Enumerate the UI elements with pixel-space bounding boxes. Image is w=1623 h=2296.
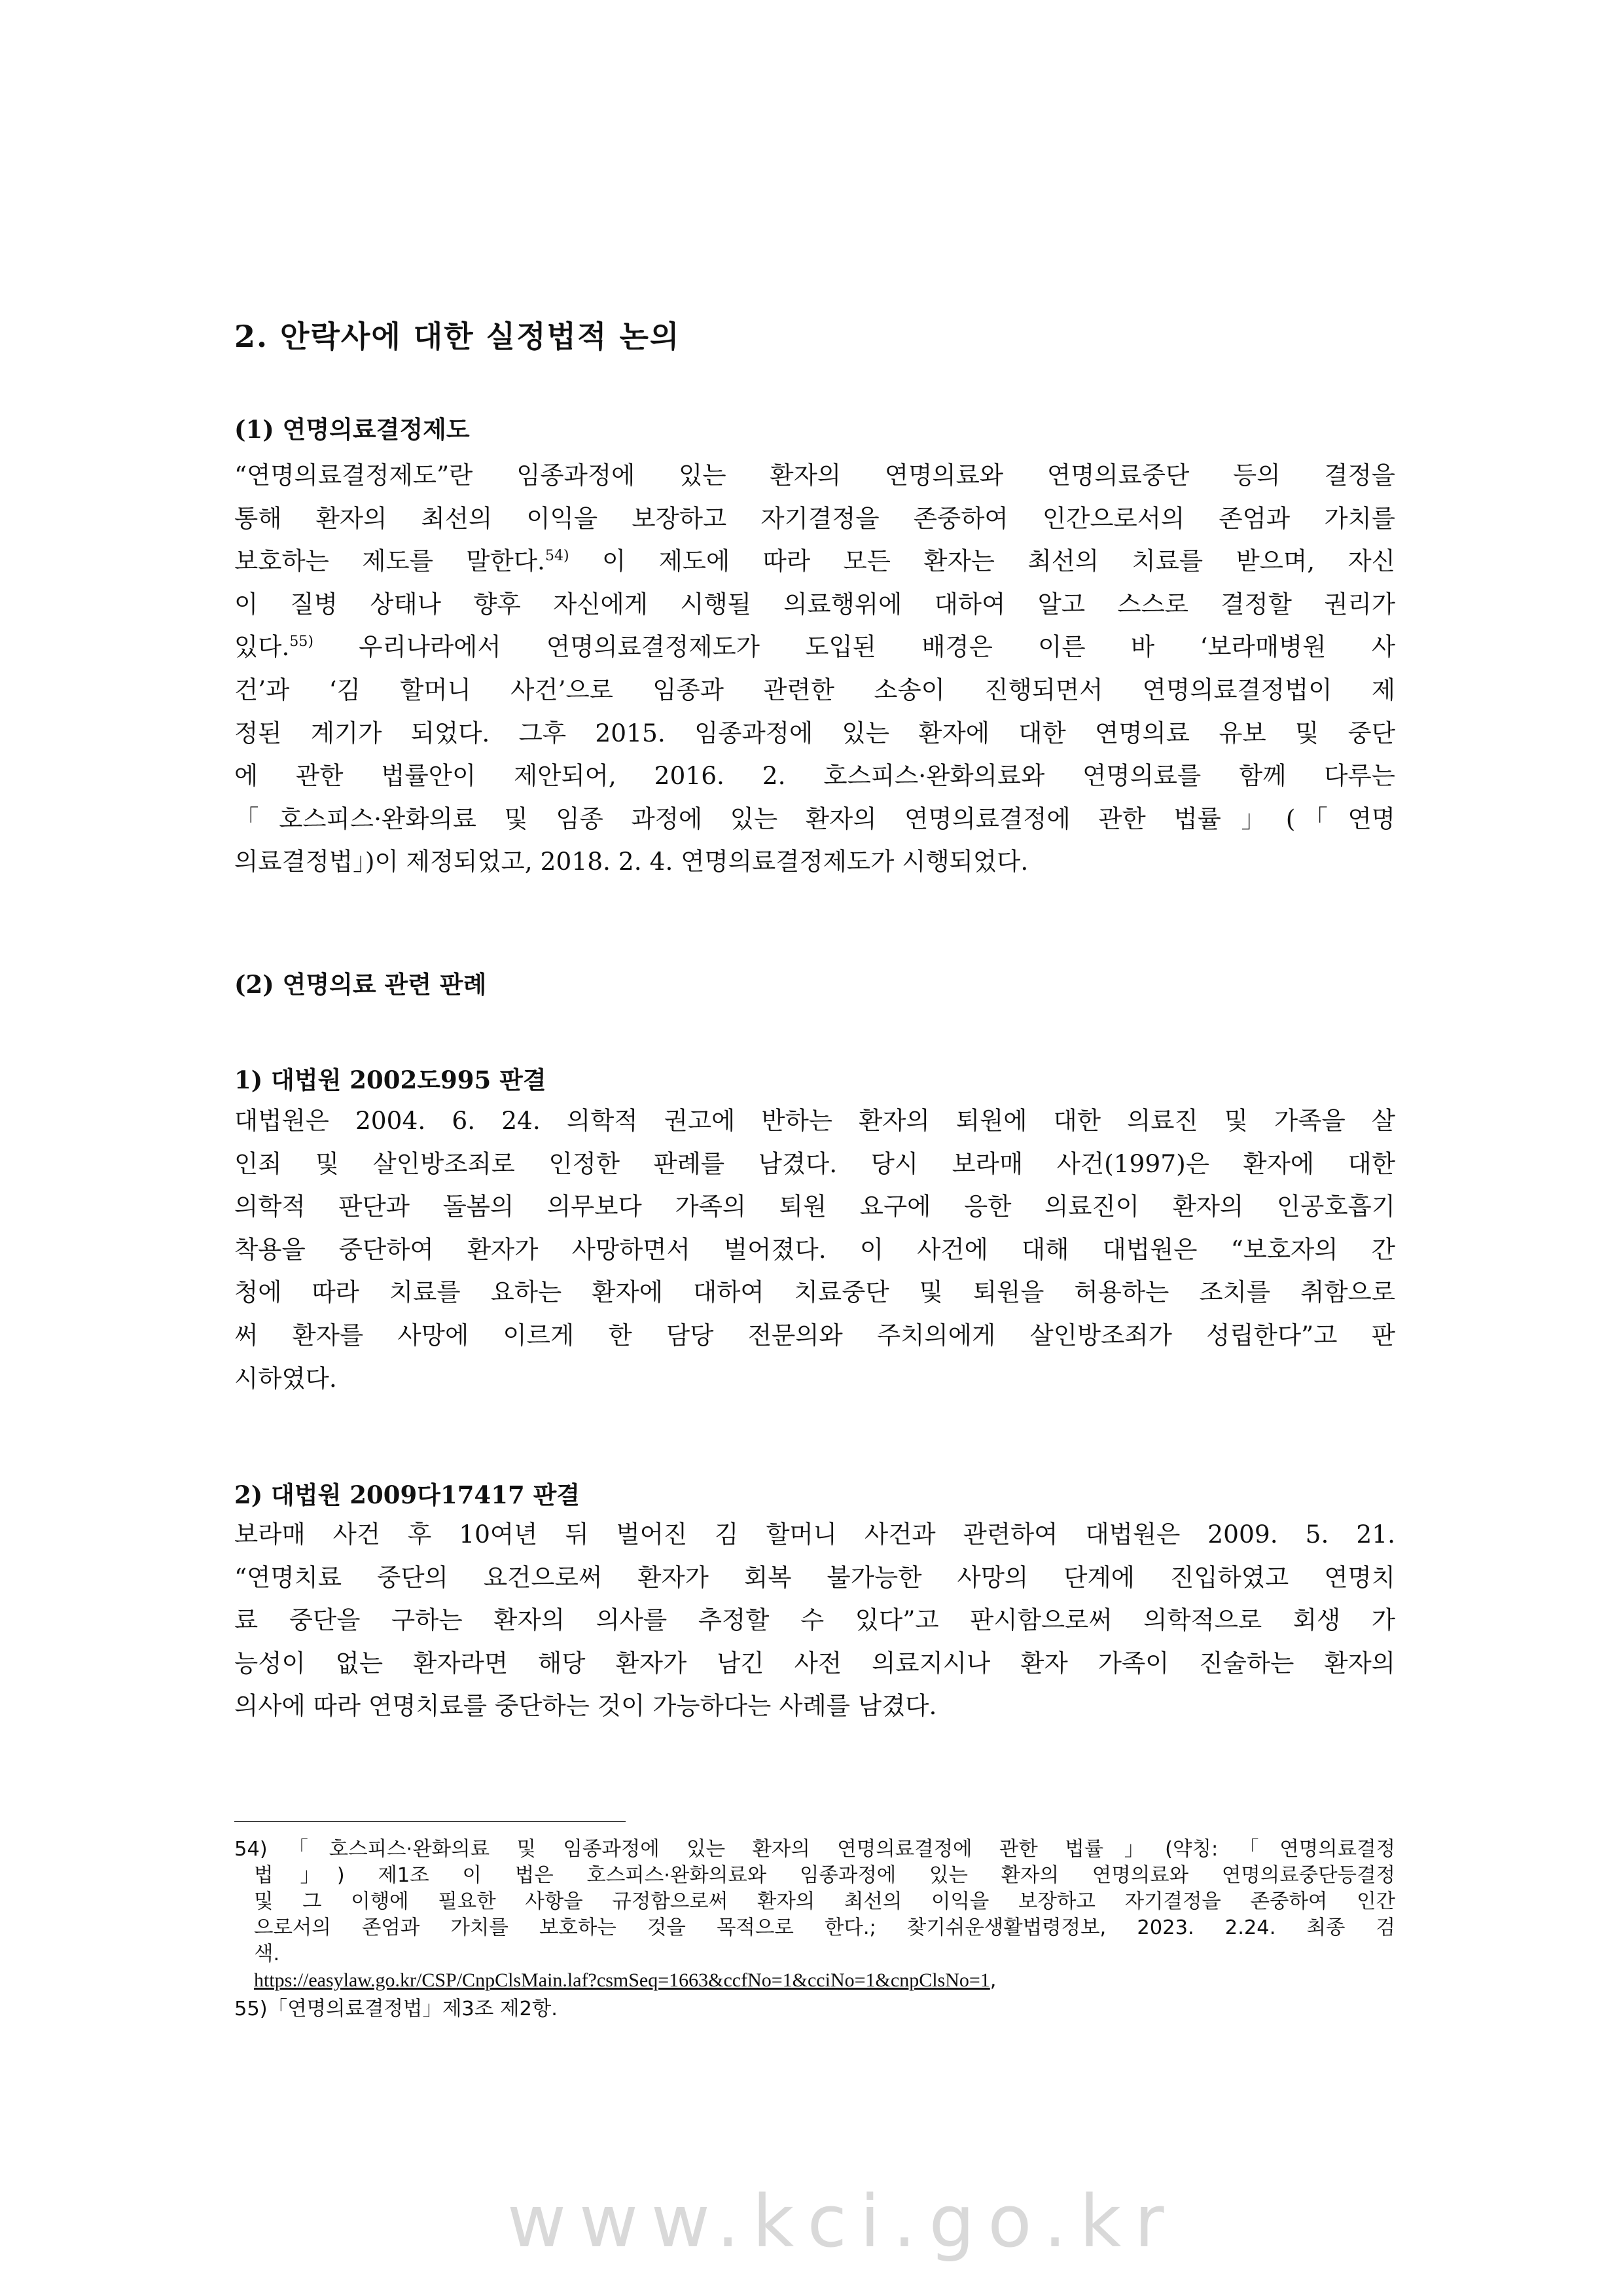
footnote-ref-54[interactable]: 54) <box>544 548 569 565</box>
section-title: 2. 안락사에 대한 실정법적 논의 <box>234 319 681 354</box>
text-line: 능성이 없는 환자라면 해당 환자가 남긴 사전 의료지시나 환자 가족이 진술하는 환자의 <box>234 1648 1395 1677</box>
text-line: 의료결정법」)이 제정되었고, 2018. 2. 4. 연명의료결정제도가 시행되었다. <box>234 847 1029 876</box>
subsection-heading-2: (2) 연명의료 관련 판례 <box>234 970 487 999</box>
text-line: 착용을 중단하여 환자가 사망하면서 벌어졌다. 이 사건에 대해 대법원은 “보호자의 간 <box>234 1234 1395 1264</box>
footnote-line: 54)「호스피스·완화의료 및 임종과정에 있는 환자의 연명의료결정에 관한 법률」(약칭:「연명의료결정 <box>234 1838 1395 1861</box>
subsection-heading-1: (1) 연명의료결정제도 <box>234 415 470 444</box>
text-line: 시하였다. <box>234 1363 337 1393</box>
footnote-link[interactable]: https://easylaw.go.kr/CSP/CnpClsMain.laf?csmSeq=1663&ccfNo=1&cciNo=1&cnpClsNo=1 <box>254 1969 990 1991</box>
footnote-line: 법」) 제1조 이 법은 호스피스·완화의료와 임종과정에 있는 환자의 연명의료와 연명의료중단등결정 <box>254 1864 1395 1887</box>
footnote-line: 55)「연명의료결정법」제3조 제2항. <box>234 1998 558 2020</box>
text-line: 청에 따라 치료를 요하는 환자에 대하여 치료중단 및 퇴원을 허용하는 조치를 취함으로 <box>234 1278 1395 1307</box>
watermark: www.kci.go.kr <box>507 2179 1177 2263</box>
footnote-55 <box>234 1996 1395 2022</box>
text-line: 의학적 판단과 돌봄의 의무보다 가족의 퇴원 요구에 응한 의료진이 환자의 인공호흡기 <box>234 1192 1395 1221</box>
case-heading-1: 1) 대법원 2002도995 판결 <box>234 1066 546 1094</box>
text-line: 보라매 사건 후 10여년 뒤 벌어진 김 할머니 사건과 관련하여 대법원은 2009. 5. 21. <box>234 1520 1395 1549</box>
text-line: 통해 환자의 최선의 이익을 보장하고 자기결정을 존중하여 인간으로서의 존엄과 가치를 <box>234 503 1395 533</box>
text-line: 보호하는 제도를 말한다.$^{54)}$ 이 제도에 따라 모든 환자는 최선의 치료를 받으며, 자신 <box>234 547 1396 576</box>
text-line: “연명의료결정제도”란 임종과정에 있는 환자의 연명의료와 연명의료중단 등의 결정을 <box>234 461 1395 490</box>
text-line: 에 관한 법률안이 제안되어, 2016. 2. 호스피스·완화의료와 연명의료를 함께 다루는 <box>234 761 1395 791</box>
footnote-54 <box>234 1837 1395 1994</box>
text-line: 정된 계기가 되었다. 그후 2015. 임종과정에 있는 환자에 대한 연명의료 유보 및 중단 <box>234 718 1395 747</box>
footnote-url-line: https://easylaw.go.kr/CSP/CnpClsMain.laf?csmSeq=1663&ccfNo=1&cciNo=1&cnpClsNo=1, <box>254 1969 997 1992</box>
paragraph-case-2 <box>234 1513 1395 1728</box>
paragraph-case-1 <box>234 1100 1395 1400</box>
text-line: 건’과 ‘김 할머니 사건’으로 임종과 관련한 소송이 진행되면서 연명의료결정법이 제 <box>234 675 1395 704</box>
text-line: 인죄 및 살인방조죄로 인정한 판례를 남겼다. 당시 보라매 사건(1997)은 환자에 대한 <box>234 1149 1395 1178</box>
text-line: 써 환자를 사망에 이르게 한 담당 전문의와 주치의에게 살인방조죄가 성립한다”고 판 <box>234 1320 1395 1350</box>
text-line: “연명치료 중단의 요건으로써 환자가 회복 불가능한 사망의 단계에 진입하였고 연명치 <box>234 1562 1395 1592</box>
text-line: 료 중단을 구하는 환자의 의사를 추정할 수 있다”고 판시함으로써 의학적으로 회생 가 <box>234 1605 1395 1635</box>
footnote-ref-55[interactable]: 55) <box>289 634 313 651</box>
text-line: 「호스피스·완화의료 및 임종 과정에 있는 환자의 연명의료결정에 관한 법률」(「연명 <box>234 804 1395 833</box>
text-line: 있다.$^{55)}$ 우리나라에서 연명의료결정제도가 도입된 배경은 이른 바 ‘보라매병원 사 <box>234 632 1396 662</box>
footnote-divider <box>234 1821 626 1822</box>
text-line: 의사에 따라 연명치료를 중단하는 것이 가능하다는 사례를 남겼다. <box>234 1691 937 1721</box>
text-line: 이 질병 상태나 향후 자신에게 시행될 의료행위에 대하여 알고 스스로 결정할 권리가 <box>234 589 1395 619</box>
footnote-line: 으로서의 존엄과 가치를 보호하는 것을 목적으로 한다.; 찾기쉬운생활법령정보, 2023. 2.24. 최종 검 <box>254 1916 1395 1939</box>
paragraph-life-sustaining-system <box>234 454 1395 884</box>
footnote-line: 색. <box>254 1943 280 1965</box>
footnote-line: 및 그 이행에 필요한 사항을 규정함으로써 환자의 최선의 이익을 보장하고 자기결정을 존중하여 인간 <box>254 1890 1395 1913</box>
text-line: 대법원은 2004. 6. 24. 의학적 권고에 반하는 환자의 퇴원에 대한 의료진 및 가족을 살 <box>234 1106 1395 1135</box>
case-heading-2: 2) 대법원 2009다17417 판결 <box>234 1480 580 1509</box>
